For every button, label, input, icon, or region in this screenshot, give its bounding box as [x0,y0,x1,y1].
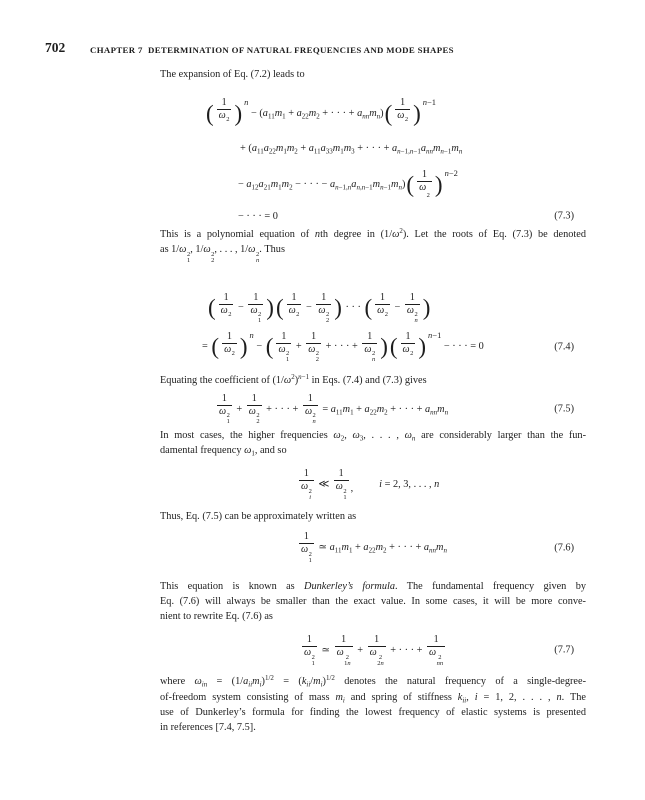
equation-line [202,327,586,367]
text-line: This equation is known as Dunkerley’s formula. The fundamental frequency given by [160,580,586,592]
text-line: The expansion of Eq. (7.2) leads to [160,69,305,80]
equation-number: (7.4) [554,341,574,353]
fraction: 1 ω 2 2 [318,291,330,325]
fraction: 1 ω 2 1 [250,291,262,325]
text-line: where $\omega_{in} = (1/a_{ii}m_i)^{1/2} = (k_{ii}/m_i)^{1/2}$ denotes the natural frequency of a single-degree- [160,674,586,689]
math-text: − [391,302,403,314]
math-text: + [354,644,366,656]
paragraph-where [160,674,586,735]
equation-number: (7.5) [554,403,574,415]
equation-number: (7.6) [554,542,574,554]
text-line: of-freedom system consisting of mass $m_i$ and spring of stiffness $k_{ii}$, i = 1, 2, . . . , n. The [160,691,586,705]
open-paren: ( [208,295,216,321]
paragraph-polynomial [160,227,586,264]
text-column [160,67,586,735]
math-text: = [202,341,211,353]
open-paren: ( [364,295,373,321]
paragraph-thus [160,509,586,524]
open-paren: ( [211,334,220,360]
page-number: 702 [45,40,66,55]
fraction: 1 ω 2 1 [278,330,290,364]
fraction: 1 ω 2 1 [335,468,347,501]
close-paren: ) n [234,96,249,126]
fraction: 1 ω 2 1n [336,634,351,667]
equation-7-5 [160,391,586,427]
close-paren: ) n−1 [413,96,437,126]
math-text: ≃ [318,644,333,656]
fraction: 1 ω 2 2n [369,634,384,667]
equation-7-4 [160,289,586,367]
math-text: ≪ [315,478,332,490]
math-text: − · · · = 0 [441,341,484,353]
equation-7-3 [160,95,586,229]
equation-7-6 [160,530,586,566]
close-paren: ) [422,295,431,321]
equation-line [297,467,586,503]
running-title: DETERMINATION OF NATURAL FREQUENCIES AND MODE SHAPES [148,45,454,55]
paragraph-equating [160,373,586,388]
fraction: 1 ω 2 nn [429,634,444,667]
paragraph-dunkerley [160,579,586,625]
open-paren: ( [406,171,415,197]
fraction: 1 ω 2 1 [219,392,230,426]
text-line: Equating the coefficient of $(1/\omega^2)^{n-1}$ in Eqs. (7.4) and (7.3) gives [160,372,427,386]
fraction: 1 ω 2 i [301,468,312,501]
close-paren: ) [266,295,274,321]
math-text: = $a_{11}m_1 + a_{22}m_2$ + · · · + $a_{nn}m_n$ [319,403,449,416]
math-text: + · · · + [387,644,426,656]
equation-much-less [160,467,586,503]
math-text: + · · · + [323,341,361,353]
text-line: In most cases, the higher frequencies $\omega_2$, $\omega_3$, . . . , $\omega_n$ are considerably larger than the fun- [160,430,586,443]
text-line: This is a polynomial equation of nth degree in $(1/\omega^2)$. Let the roots of Eq. (7.3) be denoted [160,227,586,241]
math-text: + [293,341,305,353]
fraction: 1 ω 2 [395,97,410,130]
fraction: 1 ω 2 [287,292,302,325]
chapter-label: CHAPTER 7 [90,45,143,55]
fraction: 1 ω 2 [401,331,416,364]
equation-line [215,391,586,427]
close-paren: ) n [239,330,254,360]
text-line: nient to rewrite Eq. (7.6) as [160,611,273,623]
fraction: 1 ω 2 [419,168,430,200]
text-line: Eq. (7.6) will always be smaller than the exact value. In some cases, it will be more conve- [160,595,586,607]
math-text: + [233,403,245,415]
open-paren: ( [206,100,214,126]
math-text: − · · · = 0 [238,210,278,222]
math-text: − $a_{12}a_{21}m_1m_2$ − · · · − $a_{n-1,n}a_{n,n-1}m_{n-1}m_n$) [238,178,406,192]
open-paren: ( [384,100,393,126]
text-line: use of Dunkerley’s formula for finding the lowest frequency of elastic systems is presented [160,706,586,718]
math-text: + ($a_{11}a_{22}m_1m_2 + a_{11}a_{33}m_1m_3$ + · · · + $a_{n-1,n-1}a_{nn}m_{n-1}m_n$ [240,142,463,156]
fraction: 1 ω 2 1 [301,531,312,564]
math-text: − [235,302,247,314]
math-text: , [350,483,354,495]
fraction: 1 ω 2 2 [248,392,260,426]
math-text: + · · · + [263,403,301,415]
close-paren: ) n−2 [434,167,458,197]
fraction: 1 ω 2 [375,292,390,325]
text-line: in references [7.4, 7.5]. [160,721,256,733]
math-text: − [303,302,315,314]
equation-line [207,289,586,327]
equation-number: (7.3) [554,210,574,222]
equation-line [297,530,586,566]
paragraph-most-cases [160,428,586,458]
fraction: 1 ω 2 n [304,392,316,426]
math-text: − ($a_{11}m_1 + a_{22}m_2$ + · · · + $a_{nn}m_n$) [248,107,384,121]
equation-line [240,131,586,165]
math-text: · · · [342,302,364,314]
open-paren: ( [275,295,284,321]
close-paren: ) [380,334,388,360]
fraction: 1 ω 2 n [364,330,376,364]
fraction: 1 ω 2 2 [308,330,320,364]
equation-number: (7.7) [554,644,574,656]
equation-line [238,165,586,203]
math-text: − [253,341,265,353]
close-paren: ) n−1 [418,330,442,360]
math-text: ≃ $a_{11}m_1 + a_{22}m_2$ + · · · + $a_{nn}m_n$ [315,542,447,555]
fraction: 1 ω 2 [219,292,234,325]
text-line: as 1/ω 2 1 , 1/ω 2 2 , . . . , 1/ω 2 n . Thus [160,244,285,264]
equation-line [205,95,586,131]
equation-line [300,632,586,668]
equation-7-7 [160,632,586,668]
equation-line [238,203,586,229]
fraction: 1 ω 2 [217,97,232,130]
text-line: Thus, Eq. (7.5) can be approximately written as [160,510,357,522]
fraction: 1 ω 2 n [406,291,418,325]
fraction: 1 ω 2 [222,331,237,364]
open-paren: ( [389,334,398,360]
text-line: damental frequency $\omega_1$, and so [160,445,287,458]
math-text: i = 2, 3, . . . , n [379,478,440,490]
paragraph-intro [160,67,586,82]
close-paren: ) [334,295,342,321]
open-paren: ( [265,334,274,360]
fraction: 1 ω 2 1 [304,634,315,667]
